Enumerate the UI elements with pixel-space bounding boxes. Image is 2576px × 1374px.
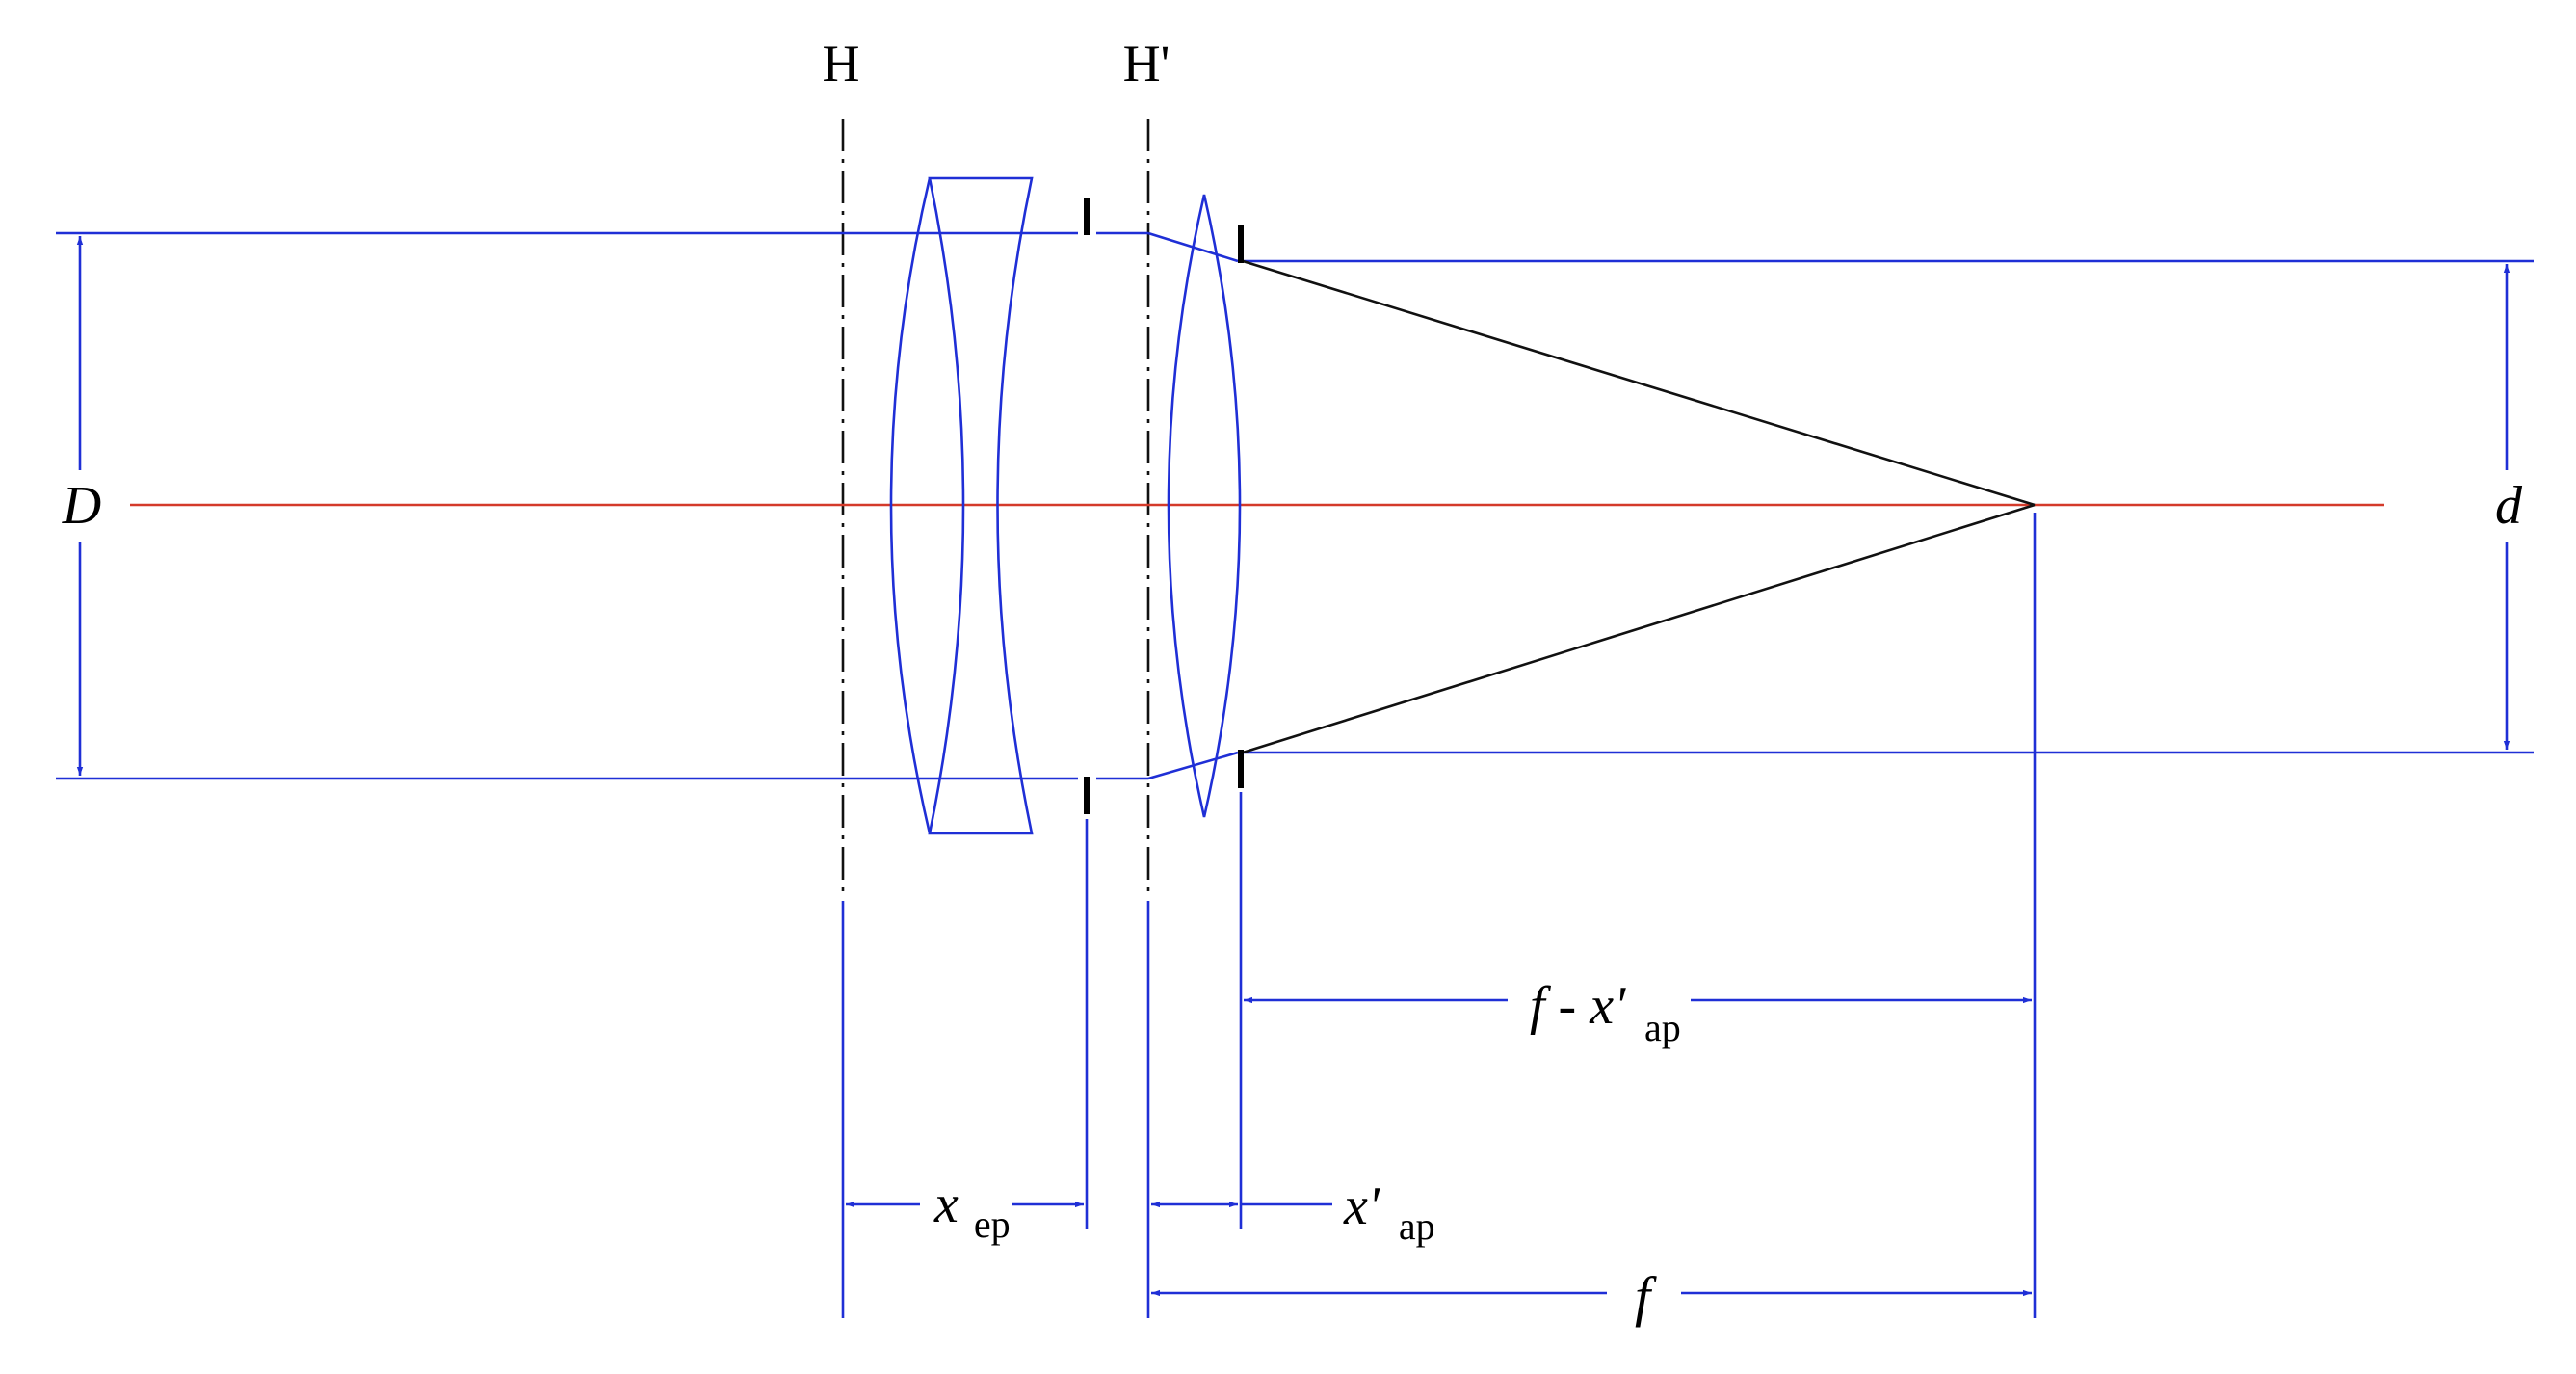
- label-f-minus-xap-sub: ap: [1644, 1006, 1681, 1049]
- label-xep-sub: ep: [973, 1202, 1011, 1246]
- label-xap-main: x': [1344, 1176, 1380, 1236]
- label-H: H: [822, 35, 860, 92]
- ray-top: [1243, 261, 2035, 505]
- label-d: d: [2495, 476, 2522, 536]
- label-f-minus-xap: [1530, 976, 1681, 1049]
- label-xap: [1343, 1176, 1435, 1248]
- label-f-minus-xap-main: f - x': [1530, 976, 1626, 1036]
- ray-bottom: [1243, 505, 2035, 753]
- label-D: D: [62, 476, 102, 536]
- label-H-prime: H': [1122, 35, 1170, 92]
- label-xep-main: x: [934, 1175, 959, 1234]
- label-xep: [933, 1175, 1011, 1246]
- label-xap-sub: ap: [1398, 1204, 1435, 1248]
- label-f: f: [1634, 1265, 1651, 1328]
